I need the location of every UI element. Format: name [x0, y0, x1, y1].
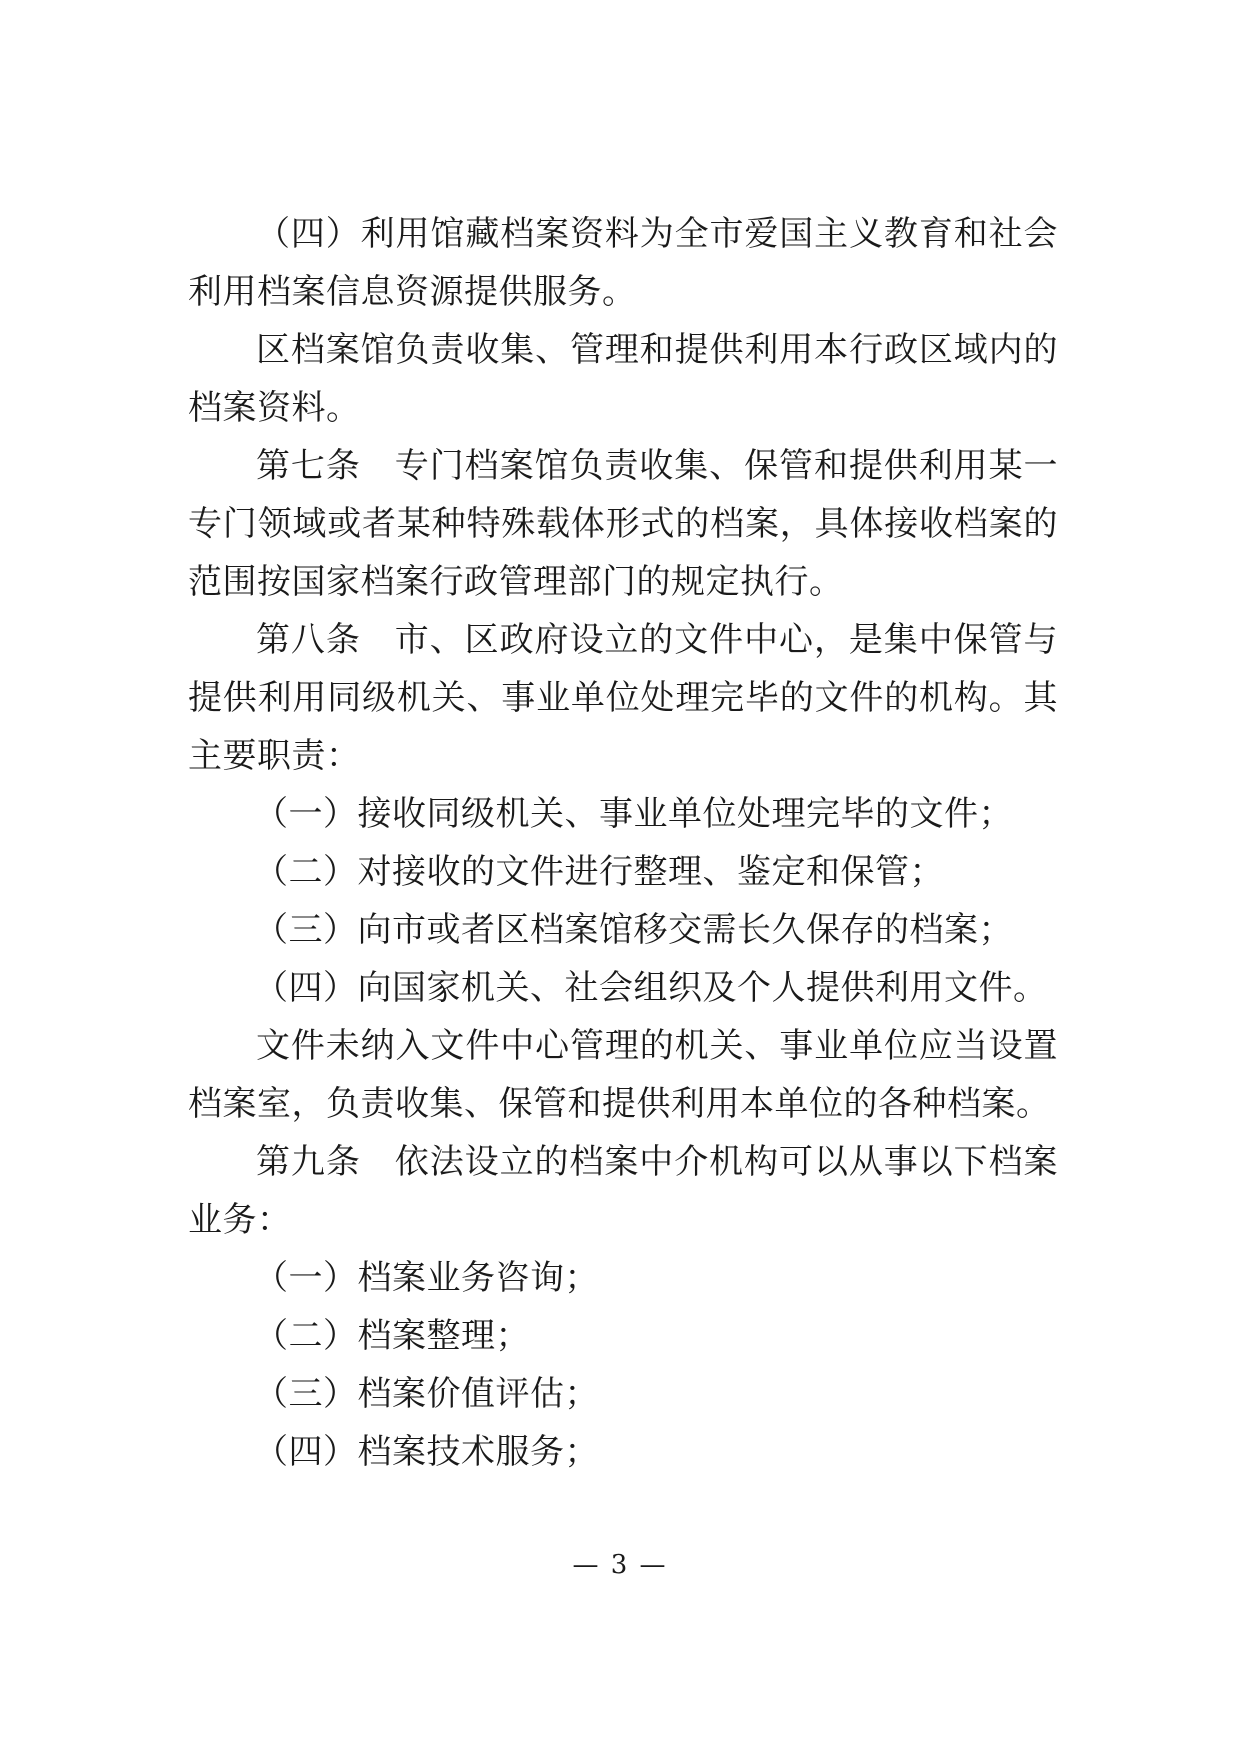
article-paragraph — [188, 1133, 1058, 1249]
list-item: （一）接收同级机关、事业单位处理完毕的文件； — [254, 794, 1013, 834]
list-item: （二）对接收的文件进行整理、鉴定和保管； — [254, 852, 944, 892]
article-paragraph — [188, 611, 1058, 785]
list-item: （四）利用馆藏档案资料为全市爱国主义教育和社会利用档案信息资源提供服务。 — [188, 214, 1058, 312]
article-text: 专门档案馆负责收集、保管和提供利用某一专门领域或者某种特殊载体形式的档案，具体接收档案的范围按国家档案行政管理部门的规定执行。 — [188, 446, 1059, 602]
list-item: （三）档案价值评估； — [254, 1374, 599, 1414]
article-paragraph — [188, 437, 1058, 611]
list-item: （四）档案技术服务； — [254, 1432, 599, 1472]
list-item: （三）向市或者区档案馆移交需长久保存的档案； — [254, 910, 1013, 950]
article-text: 依法设立的档案中介机构可以从事以下档案业务： — [188, 1142, 1059, 1240]
document-body — [188, 205, 1058, 1481]
article-heading: 第八条 — [256, 620, 361, 660]
paragraph: 文件未纳入文件中心管理的机关、事业单位应当设置档案室，负责收集、保管和提供利用本单位的各种档案。 — [188, 1026, 1058, 1124]
list-item: （二）档案整理； — [254, 1316, 530, 1356]
paragraph: 区档案馆负责收集、管理和提供利用本行政区域内的档案资料。 — [188, 330, 1058, 428]
article-heading: 第九条 — [256, 1142, 361, 1182]
page-number: — 3 — — [572, 1550, 668, 1580]
list-item: （四）向国家机关、社会组织及个人提供利用文件。 — [254, 968, 1048, 1008]
article-text: 市、区政府设立的文件中心，是集中保管与提供利用同级机关、事业单位处理完毕的文件的机构。其主要职责： — [188, 620, 1059, 776]
article-heading: 第七条 — [256, 446, 361, 486]
list-item: （一）档案业务咨询； — [254, 1258, 599, 1298]
